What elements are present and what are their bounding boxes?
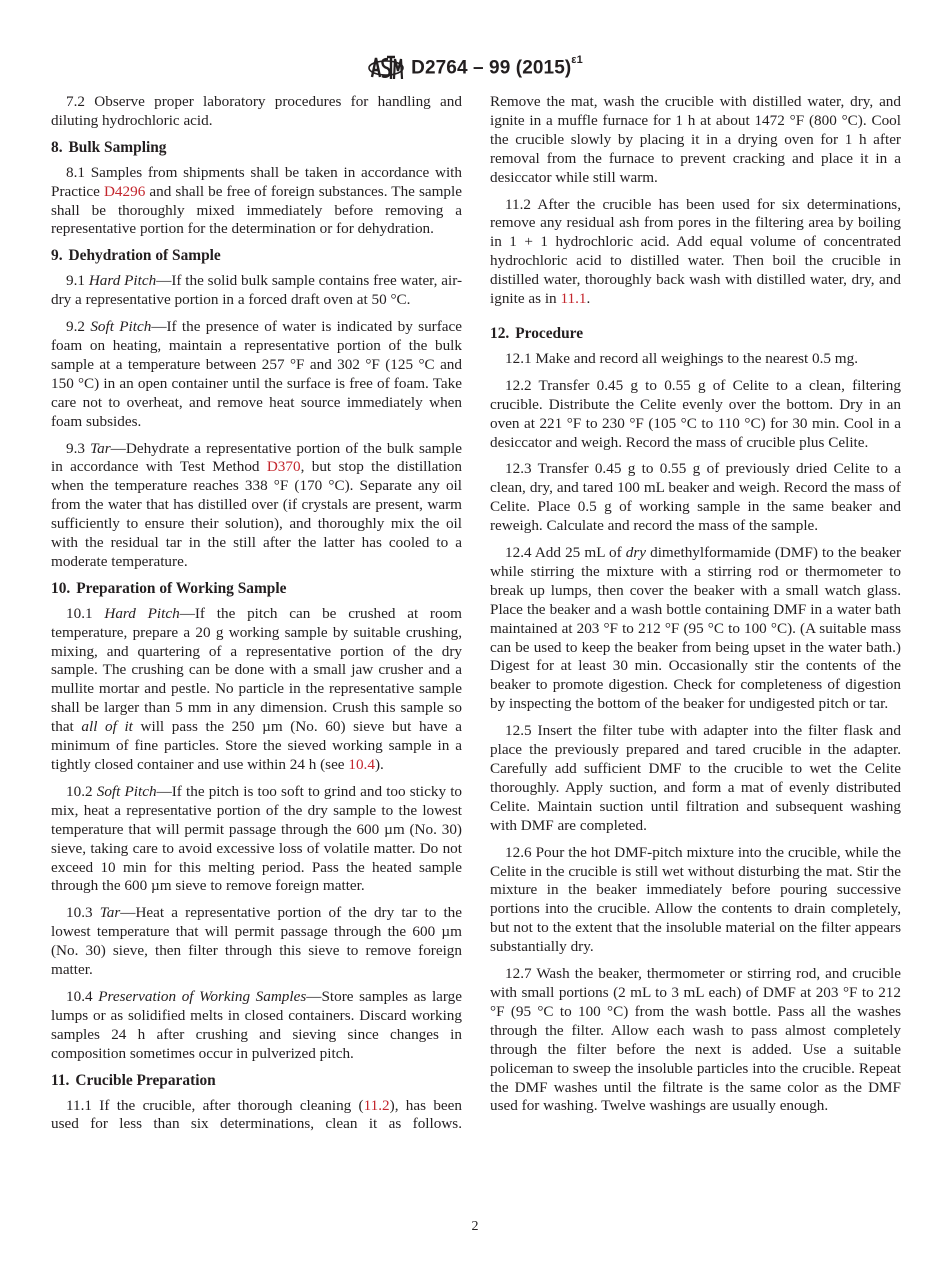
link-10-4[interactable]: 10.4: [348, 756, 375, 773]
paragraph-8-1: [51, 164, 462, 240]
paragraph-number: 9.1: [66, 272, 89, 290]
link-d370[interactable]: D370: [266, 458, 301, 476]
left-column: [51, 93, 462, 1142]
paragraph-12-4: [490, 544, 901, 714]
designation-superscript: ε1: [571, 53, 583, 66]
paragraph-text: will pass the 250 µm (No. 60) sieve but have a minimum of fine particles. Store the sieved working sample in a tightly closed container and use within 24 h (see: [51, 718, 462, 773]
link-d4296[interactable]: D4296: [103, 182, 146, 200]
paragraph-text: 11.1 If the crucible, after thorough cleaning (: [66, 1096, 364, 1114]
paragraph-subtitle: Soft Pitch: [96, 782, 157, 800]
section-heading-12: [490, 325, 901, 344]
link-11-1[interactable]: 11.1: [560, 290, 587, 308]
paragraph-number: 10.3: [66, 904, 100, 922]
paragraph-10-3: [51, 904, 462, 980]
paragraph-text: 11.2 After the crucible has been used for six determinations, remove any residual ash from pores in the filtering area by boiling in 1 + 1 hydrochloric acid. Add equal volume of concentrated hydrochloric acid to distilled water. Then boil the crucible in distilled water, thoroughly back wash with distilled water, dry, and ignite as in: [490, 195, 901, 308]
section-heading-10: [51, 580, 462, 599]
astm-logo-icon: [367, 53, 405, 83]
link-11-2[interactable]: 11.2: [363, 1096, 390, 1114]
paragraph-text: 12.5 Insert the filter tube with adapter into the filter flask and place the previously prepared and tared crucible in the adapter. Carefully add sufficient DMF to the crucible to wet the Celite thoroughly. Apply suction, and form a mat of evenly distributed Celite. Maintain suction until filtration and subsequent washing with DMF are completed.: [490, 722, 901, 834]
paragraph-text: 12.6 Pour the hot DMF-pitch mixture into the crucible, while the Celite in the crucible is still wet without disturbing the mat. Stir the mixture in the beaker immediately before pouring successive portions into the crucible. Allow the contents to drain completely, but not to the extent that the insoluble material on the filter appears substantially dry.: [490, 843, 901, 956]
paragraph-text: .: [586, 290, 591, 308]
paragraph-subtitle: Tar: [99, 904, 121, 922]
page-header: [0, 50, 950, 86]
paragraph-text: 8.1 Samples from shipments shall be taken in accordance with Practice: [51, 163, 462, 200]
paragraph-text: ).: [374, 756, 384, 773]
paragraph-text: —If the pitch can be crushed at room temperature, prepare a 20 g working sample by suitable crushing, mixing, and quartering of a representative portion of the dry sample. The crushing can be done with a small jaw crusher and a mullite mortar and pestle. No particle in the representative sample shall be larger than 5 mm in any dimension. Crush this sample so that: [51, 604, 462, 736]
paragraph-9-2: [51, 318, 462, 431]
paragraph-text: —Store samples as large lumps or as solidified melts in closed containers. Discard working samples 24 h after crushing and sieving since changes in composition sometimes occur in pulverized pitch.: [51, 987, 463, 1062]
paragraph-11-2: [490, 196, 901, 309]
paragraph-10-1: [51, 605, 462, 775]
paragraph-9-1: [51, 272, 462, 310]
section-title: Dehydration of Sample: [68, 247, 221, 265]
paragraph-subtitle: Hard Pitch: [104, 604, 180, 622]
paragraph-subtitle: Soft Pitch: [90, 318, 152, 336]
paragraph-12-2: [490, 377, 901, 453]
paragraph-text: , but stop the distillation when the temperature reaches 338 °F (170 °C). Separate any oil from the water that has distilled over (if crystals are present, warm sufficiently to ensure their solution), and thoroughly mix the oil with the residual tar in the still after the latter has cooled to a moderate temperature.: [51, 458, 462, 570]
emphasis-text: all of it: [81, 718, 133, 736]
paragraph-text: 7.2 Observe proper laboratory procedures for handling and diluting hydrochloric acid.: [51, 93, 462, 129]
designation-text: D2764 – 99 (2015): [411, 57, 572, 79]
paragraph-10-4: [51, 988, 462, 1064]
section-number: 12.: [490, 324, 510, 342]
paragraph-number: 9.2: [66, 318, 91, 336]
paragraph-text: —If the presence of water is indicated by surface foam on heating, maintain a representative portion of the bulk sample at a temperature between 257 °F and 302 °F (125 °C and 150 °C) in an open container until the surface is free of foam. Take care not to overheat, and remove heat source immediately when foam subsides.: [51, 318, 463, 430]
paragraph-text: 12.3 Transfer 0.45 g to 0.55 g of previously dried Celite to a clean, dry, and tared 100 mL beaker and weigh. Record the mass of Celite. Place 0.5 g of working sample in the same beaker and reweigh. Calculate and record the mass of the sample.: [490, 460, 901, 535]
section-number: 10.: [51, 579, 71, 597]
emphasis-text: dry: [625, 544, 647, 562]
section-title: Preparation of Working Sample: [76, 579, 287, 597]
paragraph-12-3: [490, 460, 901, 536]
paragraph-11-1-continued: [490, 93, 901, 188]
paragraph-12-1: [490, 350, 901, 369]
paragraph-11-1: [51, 1097, 462, 1135]
paragraph-text: —Dehydrate a representative portion of the bulk sample in accordance with Test Method: [51, 439, 462, 476]
paragraph-number: 12.4 Add 25 mL of: [505, 544, 626, 562]
section-title: Bulk Sampling: [68, 138, 167, 156]
paragraph-text: 12.2 Transfer 0.45 g to 0.55 g of Celite to a clean, filtering crucible. Distribute the Celite evenly over the bottom. Dry in an oven at 221 °F to 230 °F (105 °C to 110 °C) for 30 min. Cool in a desiccator and weigh. Record the mass of crucible plus Celite.: [490, 376, 901, 451]
paragraph-number: 10.4: [66, 987, 99, 1005]
paragraph-12-7: [490, 965, 901, 1116]
paragraph-subtitle: Preservation of Working Samples: [98, 987, 307, 1005]
document-designation: [411, 53, 583, 79]
paragraph-text: —If the solid bulk sample contains free water, air-dry a representative portion in a forced draft oven at 50 °C.: [51, 272, 463, 309]
page-number: 2: [471, 1219, 479, 1234]
paragraph-text: 12.7 Wash the beaker, thermometer or stirring rod, and crucible with small portions (2 mL to 3 mL each) of DMF at 203 °F to 212 °F (95 °C to 100 °C) from the wash bottle. Pass all the washes through the filter. Allow each wash to pass almost completely through the filter before the next is added. Use a suitable policeman to sweep the insoluble particles into the crucible. Repeat the DMF washes until the filtrate is the same color as the DMF used for washing. Twelve washings are usually enough.: [490, 965, 901, 1115]
section-title: Procedure: [515, 324, 584, 342]
paragraph-number: 9.3: [66, 439, 91, 457]
paragraph-12-5: [490, 722, 901, 835]
paragraph-text: —Heat a representative portion of the dry tar to the lowest temperature that will permit passage through the 600 µm (No. 30) sieve, then filter through this sieve to remove foreign matter.: [51, 904, 462, 979]
paragraph-10-2: [51, 783, 462, 896]
section-heading-8: [51, 139, 462, 158]
right-column: [490, 93, 901, 1124]
paragraph-12-6: [490, 844, 901, 957]
section-number: 8.: [51, 138, 63, 156]
section-number: 11.: [51, 1071, 70, 1089]
paragraph-number: 10.1: [66, 604, 105, 622]
paragraph-7-2: [51, 93, 462, 131]
section-heading-9: [51, 247, 462, 266]
paragraph-text: and shall be free of foreign substances. The sample shall be thoroughly mixed immediately before removing a representative portion for the determination or for dehydration.: [51, 182, 462, 238]
paragraph-text: ), has been used for less than six determinations, clean it as follows.: [51, 1096, 462, 1133]
paragraph-text: dimethylformamide (DMF) to the beaker while stirring the mixture with a stirring rod or thermometer to break up lumps, then cover the beaker with a small watch glass. Place the beaker and a wash bottle containing DMF in a water bath maintained at 203 °F to 212 °F (95 °C to 100 °C). (A suitable mass can be used to keep the beaker from being upset in the water bath.) Digest for at least 30 min. Occasionally stir the contents of the beaker to promote digestion. Check for completeness of digestion by inspecting the bottom of the beaker for undigested pitch or tar.: [490, 544, 902, 713]
paragraph-number: 10.2: [66, 782, 97, 800]
paragraph-subtitle: Tar: [90, 439, 111, 457]
paragraph-subtitle: Hard Pitch: [88, 272, 157, 290]
paragraph-text: 12.1 Make and record all weighings to the nearest 0.5 mg.: [505, 349, 859, 367]
section-title: Crucible Preparation: [75, 1071, 216, 1089]
paragraph-text: Remove the mat, wash the crucible with distilled water, dry, and ignite in a muffle furnace for 1 h at about 1472 °F (800 °C). Cool the crucible slowly by placing it in a drying oven for 1 h after removal from the furnace to prevent cracking and place it in a desiccator while still warm.: [490, 93, 901, 186]
paragraph-text: —If the pitch is too soft to grind and too sticky to mix, heat a representative portion of the dry sample to the lowest temperature that will permit passage through the 600 µm (No. 30) sieve, taking care to avoid excessive loss of volatile matter. Do not exceed 10 min for this melting period. Pass the heated sample through the 600 µm sieve to remove foreign matter.: [51, 782, 463, 895]
paragraph-9-3: [51, 440, 462, 572]
section-heading-11: [51, 1072, 462, 1091]
section-number: 9.: [51, 247, 63, 265]
